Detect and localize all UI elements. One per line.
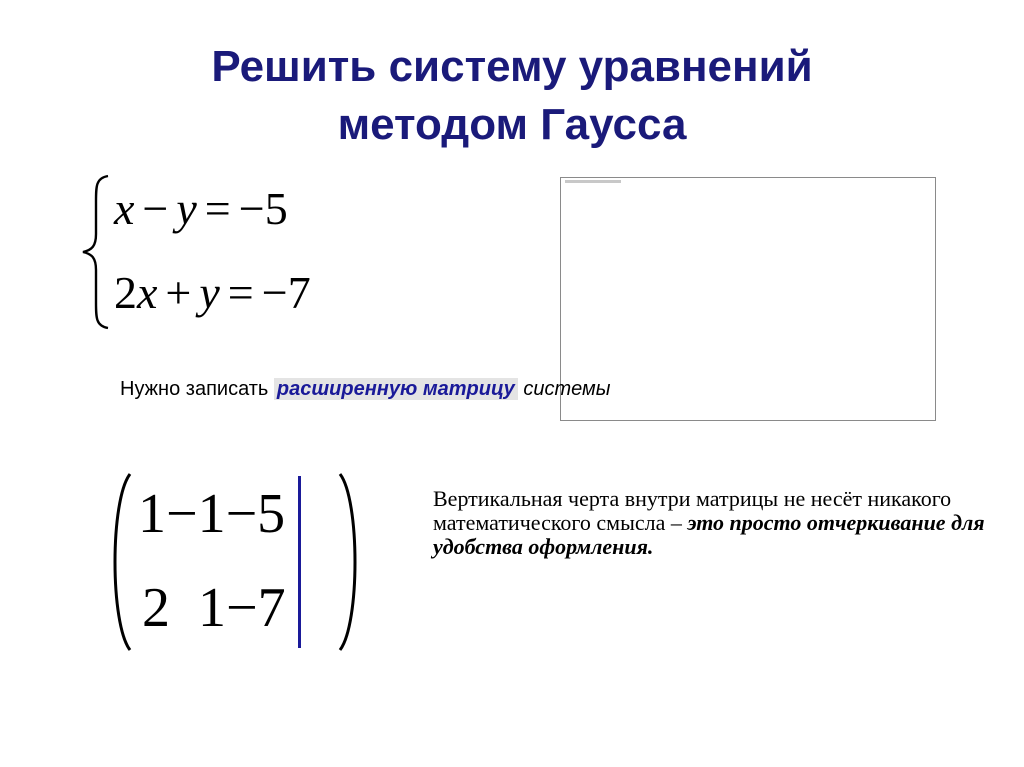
- left-parenthesis-icon: [104, 470, 134, 654]
- eq2-rhs: −7: [261, 267, 311, 318]
- matrix-cell: 1: [198, 577, 226, 639]
- matrix-cell: −7: [226, 577, 286, 639]
- instruction-highlight: расширенную матрицу: [274, 378, 518, 400]
- matrix-cell: 2: [142, 577, 170, 639]
- matrix-row-1: [138, 484, 285, 544]
- eq1-rhs: −5: [238, 183, 288, 234]
- matrix-cell: 1: [138, 483, 166, 545]
- equation-system: [78, 172, 408, 332]
- right-parenthesis-icon: [336, 470, 366, 654]
- matrix-row-2: [142, 578, 286, 638]
- instruction-before: Нужно записать: [120, 378, 269, 400]
- augmented-matrix: [104, 470, 366, 654]
- matrix-cell: −5: [225, 483, 286, 545]
- equation-2: [114, 268, 311, 318]
- title-line-1: Решить систему уравнений: [211, 42, 813, 91]
- instruction-after: системы: [523, 378, 611, 400]
- eq2-operator: +: [165, 267, 192, 318]
- eq1-var-x: x: [114, 183, 135, 234]
- slide-title: [0, 38, 1024, 154]
- eq1-operator: −: [142, 183, 169, 234]
- augmented-separator-bar: [298, 476, 301, 648]
- title-line-2: методом Гаусса: [337, 100, 687, 149]
- matrix-note: [433, 487, 1003, 559]
- eq2-coef: 2: [114, 267, 137, 318]
- eq2-equals: =: [227, 267, 254, 318]
- embedded-object-placeholder: [560, 177, 936, 421]
- eq1-equals: =: [204, 183, 231, 234]
- curly-brace-icon: [78, 172, 114, 332]
- eq2-var-x: x: [137, 267, 158, 318]
- matrix-cell: −1: [166, 483, 226, 545]
- eq1-var-y: y: [176, 183, 197, 234]
- note-plain: Вертикальная черта внутри матрицы не несёт никакого математического смысла –: [433, 486, 952, 535]
- instruction-text: [120, 378, 610, 401]
- note-emphasis: это просто отчеркивание для удобства оформления.: [433, 510, 985, 559]
- equation-1: [114, 184, 288, 234]
- eq2-var-y: y: [199, 267, 220, 318]
- placeholder-caption-mark: [565, 180, 621, 183]
